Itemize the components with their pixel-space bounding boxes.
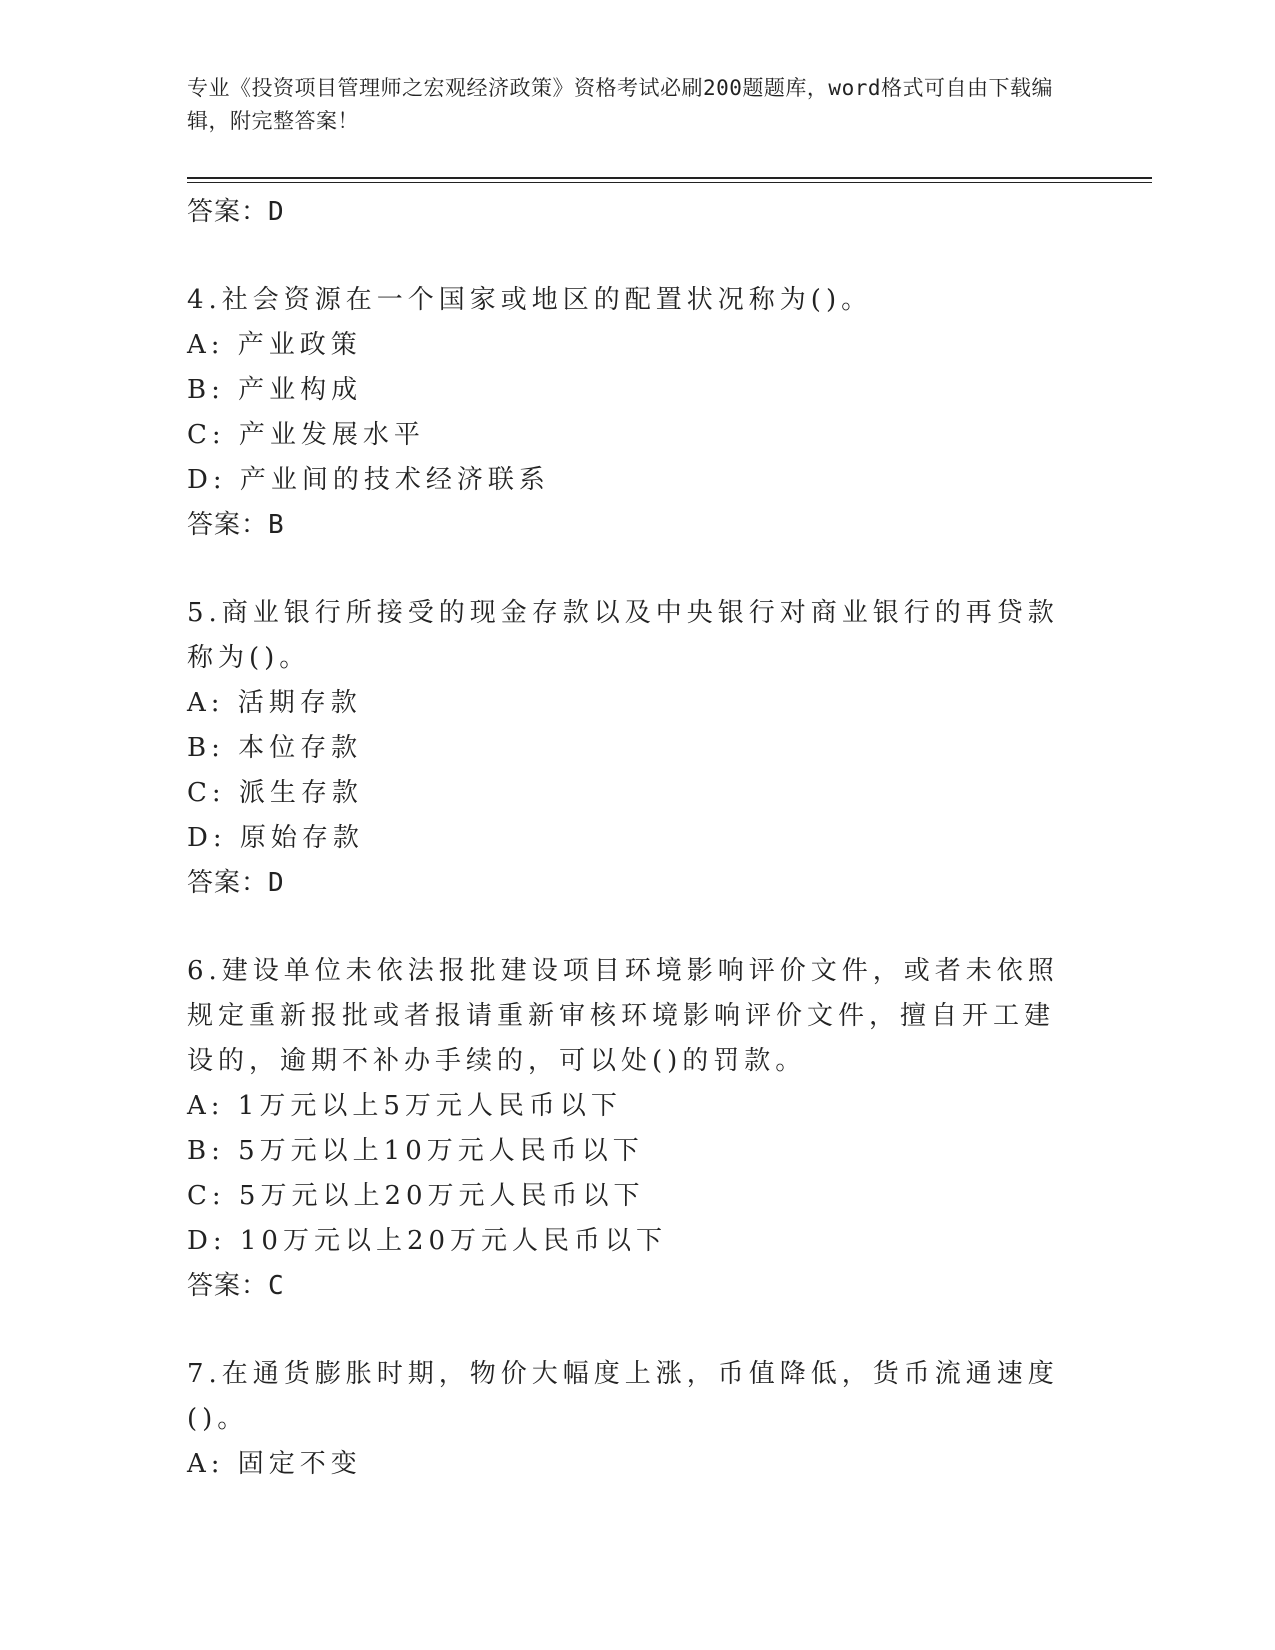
question-stem: 6.建设单位未依法报批建设项目环境影响评价文件，或者未依照规定重新报批或者报请重新审核环境影响评价文件，擅自开工建设的，逾期不补办手续的，可以处()的罚款。 xyxy=(187,956,1059,1076)
option-a: A: 1万元以上5万元人民币以下 xyxy=(187,1091,622,1121)
option-c: C: 派生存款 xyxy=(187,778,363,808)
option-d: D: 产业间的技术经济联系 xyxy=(187,465,550,495)
document-header: 专业《投资项目管理师之宏观经济政策》资格考试必刷200题题库，word格式可自由下载编辑，附完整答案！ xyxy=(187,76,1053,133)
answer-line: 答案：D xyxy=(187,197,285,227)
question-item xyxy=(187,1352,1067,1487)
option-a: A: 产业政策 xyxy=(187,330,362,360)
header-rule-thick xyxy=(187,177,1152,179)
option-b: B: 本位存款 xyxy=(187,733,363,763)
option-b: B: 5万元以上10万元人民币以下 xyxy=(187,1136,644,1166)
header-rule-thin xyxy=(187,182,1152,183)
option-c: C: 产业发展水平 xyxy=(187,420,425,450)
question-stem: 4.社会资源在一个国家或地区的配置状况称为()。 xyxy=(187,285,873,315)
question-item xyxy=(187,278,1067,548)
question-item xyxy=(187,591,1067,906)
option-a: A: 活期存款 xyxy=(187,688,362,718)
option-d: D: 原始存款 xyxy=(187,823,364,853)
answer-line: 答案：C xyxy=(187,1271,285,1301)
option-b: B: 产业构成 xyxy=(187,375,363,405)
option-d: D: 10万元以上20万元人民币以下 xyxy=(187,1226,668,1256)
question-list xyxy=(187,190,1067,1487)
option-c: C: 5万元以上20万元人民币以下 xyxy=(187,1181,645,1211)
question-stem: 7.在通货膨胀时期，物价大幅度上涨，币值降低，货币流通速度()。 xyxy=(187,1359,1059,1434)
option-a: A: 固定不变 xyxy=(187,1449,362,1479)
question-item xyxy=(187,949,1067,1309)
answer-line: 答案：B xyxy=(187,510,285,540)
answer-line: 答案：D xyxy=(187,868,285,898)
question-stem: 5.商业银行所接受的现金存款以及中央银行对商业银行的再贷款称为()。 xyxy=(187,598,1059,673)
